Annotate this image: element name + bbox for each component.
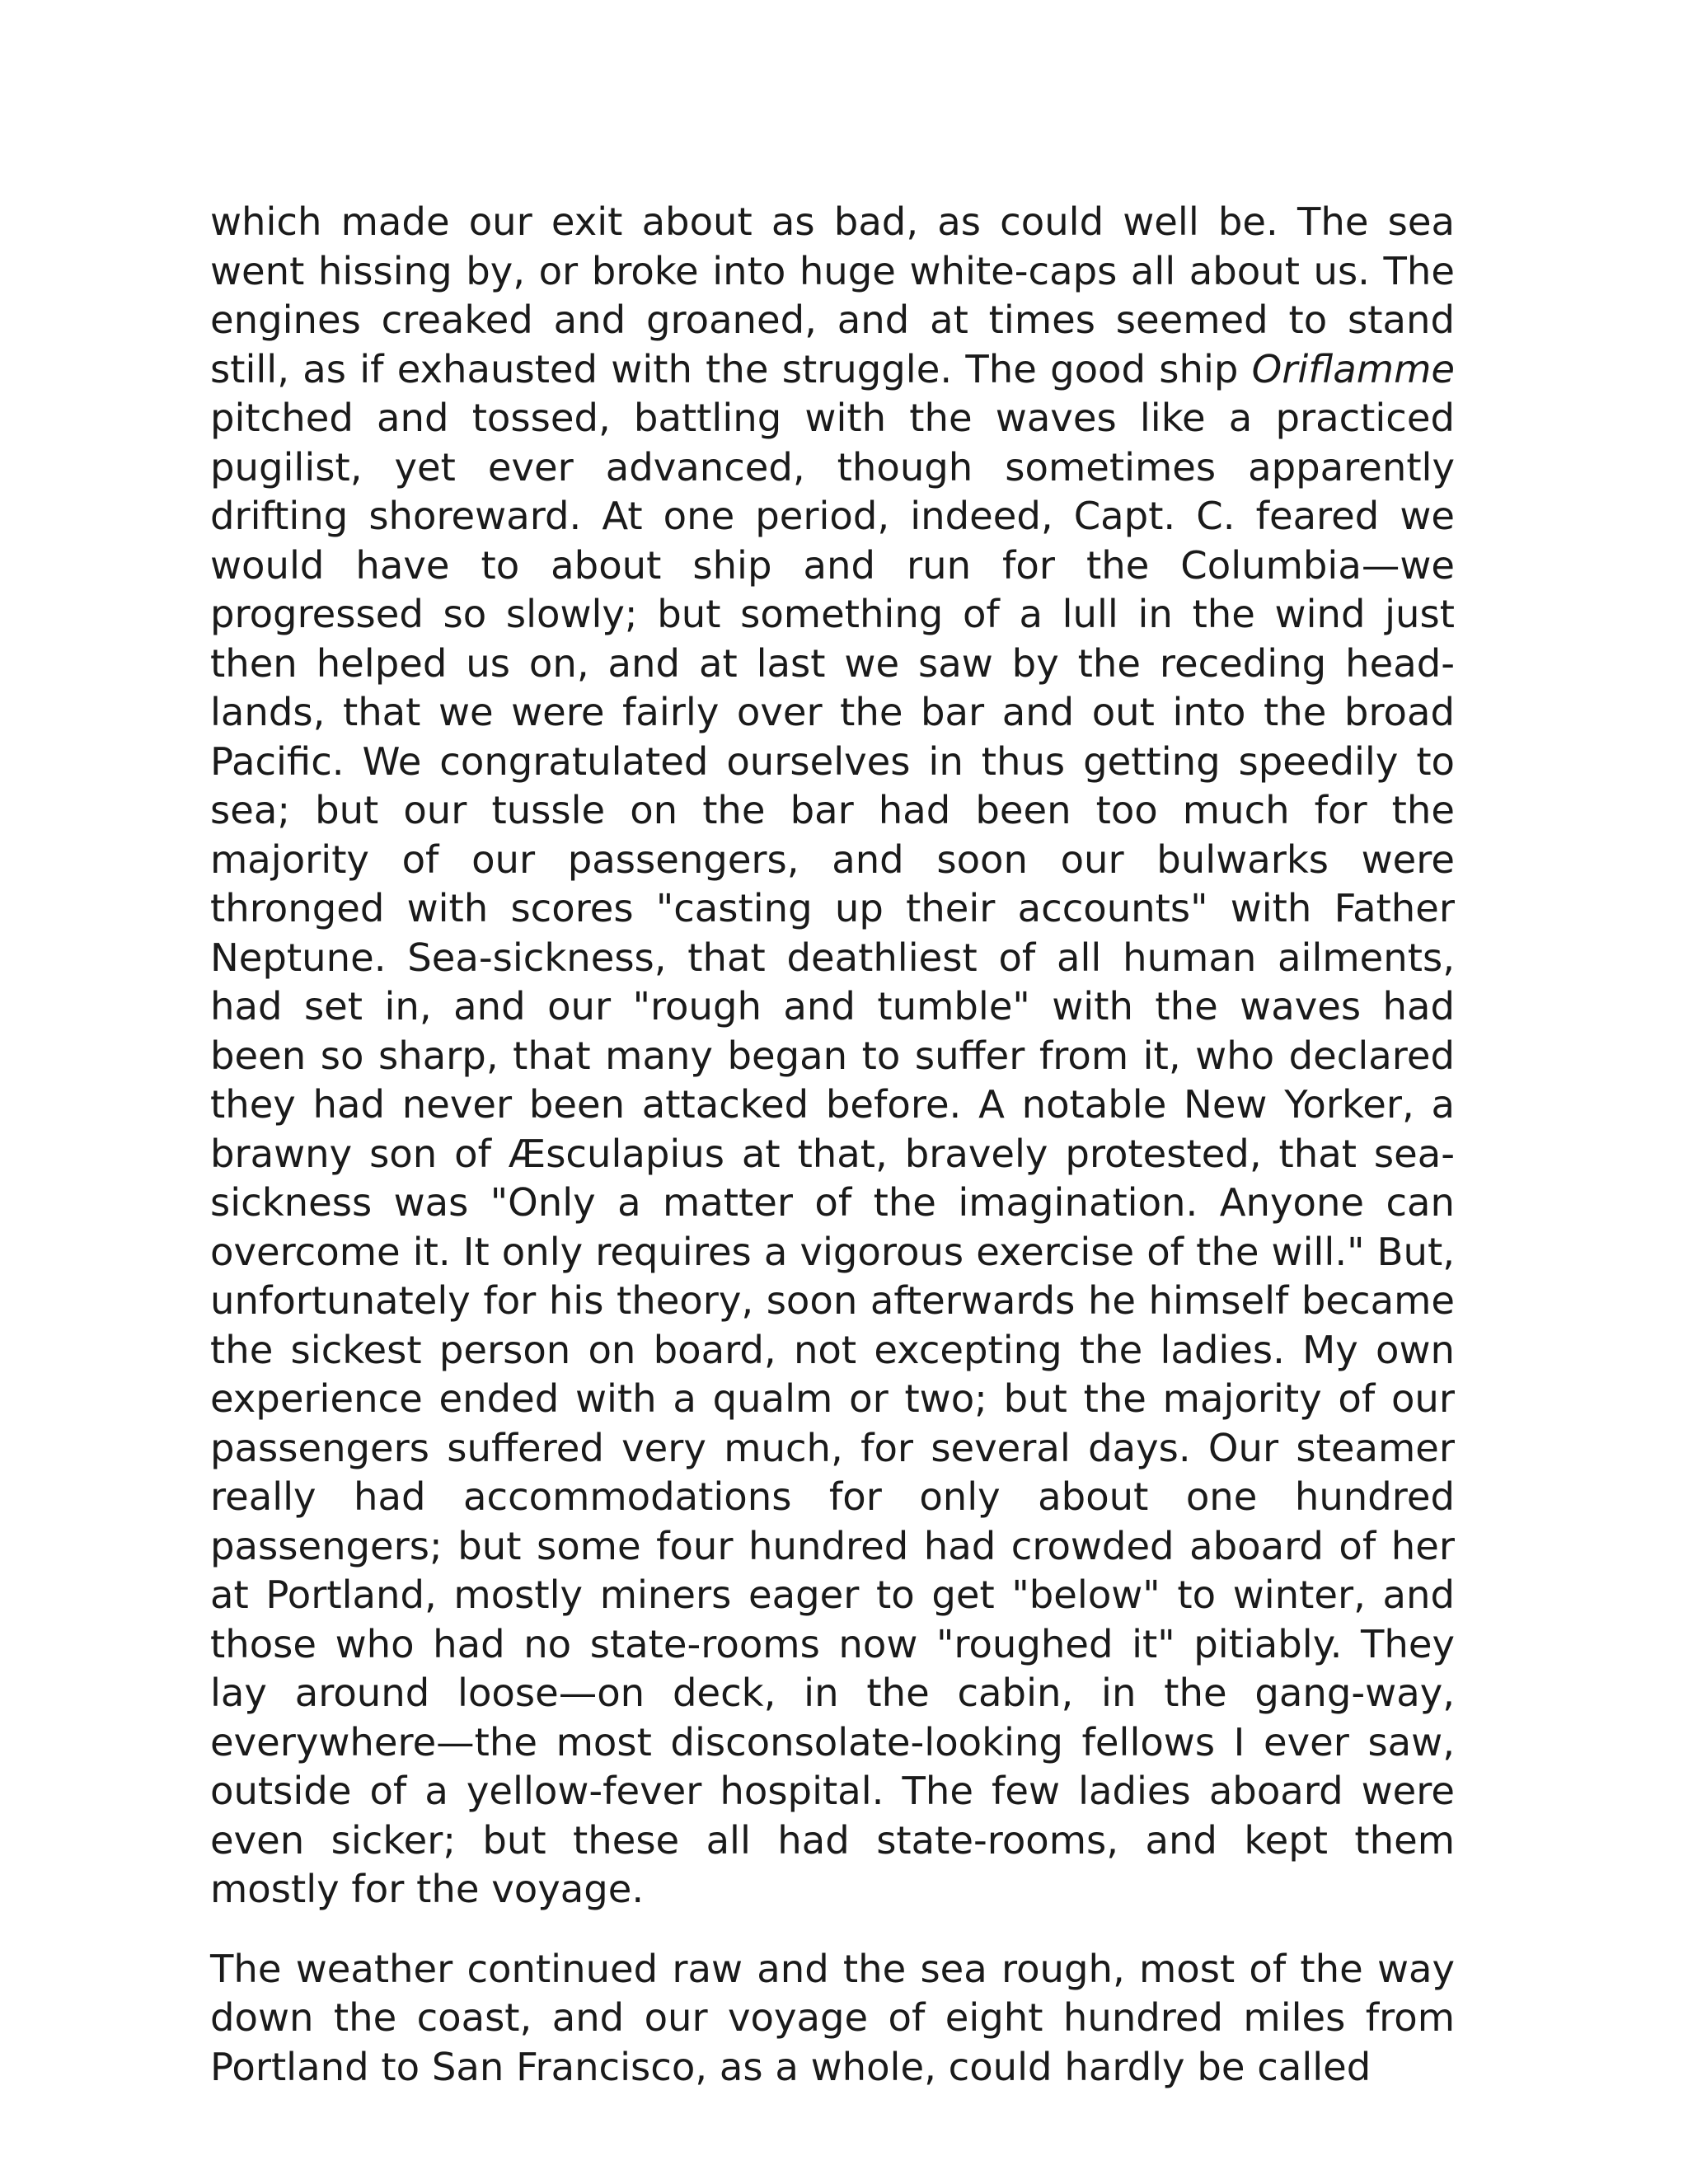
paragraph-1-text-after-ship: pitched and tossed, battling with the waves like a practiced pugilist, yet ever advanced, though sometimes apparently drifting shoreward. At one period, indeed, Capt. C. feared we would have to about ship and run for the Columbia—we progressed so slowly; but something of a lull in the wind just then helped us on, and at last we saw by the receding head-lands, that we were fairly over the bar and out into the broad Pacific. We congratulated ourselves in thus getting speedily to sea; but our tussle on the bar had been too much for the majority of our passengers, and soon our bulwarks were thronged with scores "casting up their accounts" with Father Neptune. Sea-sickness, that deathliest of all human ailments, had set in, and our "rough and tumble" with the waves had been so sharp, that many began to suffer from it, who declared they had never been attacked before. A notable New Yorker, a brawny son of Æsculapius at that, bravely protested, that sea-sickness was "Only a matter of the imagination. Anyone can overcome it. It only requires a vigorous exercise of the will." But, unfortunately for his theory, soon afterwards he himself became the sickest person on board, not excepting the ladies. My own experience ended with a qualm or two; but the majority of our passengers suffered very much, for several days. Our steamer really had accommodations for only about one hundred passengers; but some four hundred had crowded aboard of her at Portland, mostly miners eager to get "below" to winter, and those who had no state-rooms now "roughed it" pitiably. They lay around loose—on deck, in the cabin, in the gang-way, everywhere—the most disconsolate-looking fellows I ever saw, outside of a yellow-fever hospital. The few ladies aboard were even sicker; but these all had state-rooms, and kept them mostly for the voyage. (210, 396, 1455, 1911)
paragraph-1-text-before-ship: which made our exit about as bad, as could well be. The sea went hissing by, or broke into huge white-caps all about us. The engines creaked and groaned, and at times seemed to stand still, as if exhausted with the struggle. The good ship (210, 199, 1455, 391)
paragraph-1 (210, 198, 1455, 1915)
page-body (210, 198, 1455, 2092)
paragraph-2: The weather continued raw and the sea rough, most of the way down the coast, and our voyage of eight hundred miles from Portland to San Francisco, as a whole, could hardly be called (210, 1946, 1455, 2089)
ship-name: Oriflamme (1251, 346, 1455, 391)
